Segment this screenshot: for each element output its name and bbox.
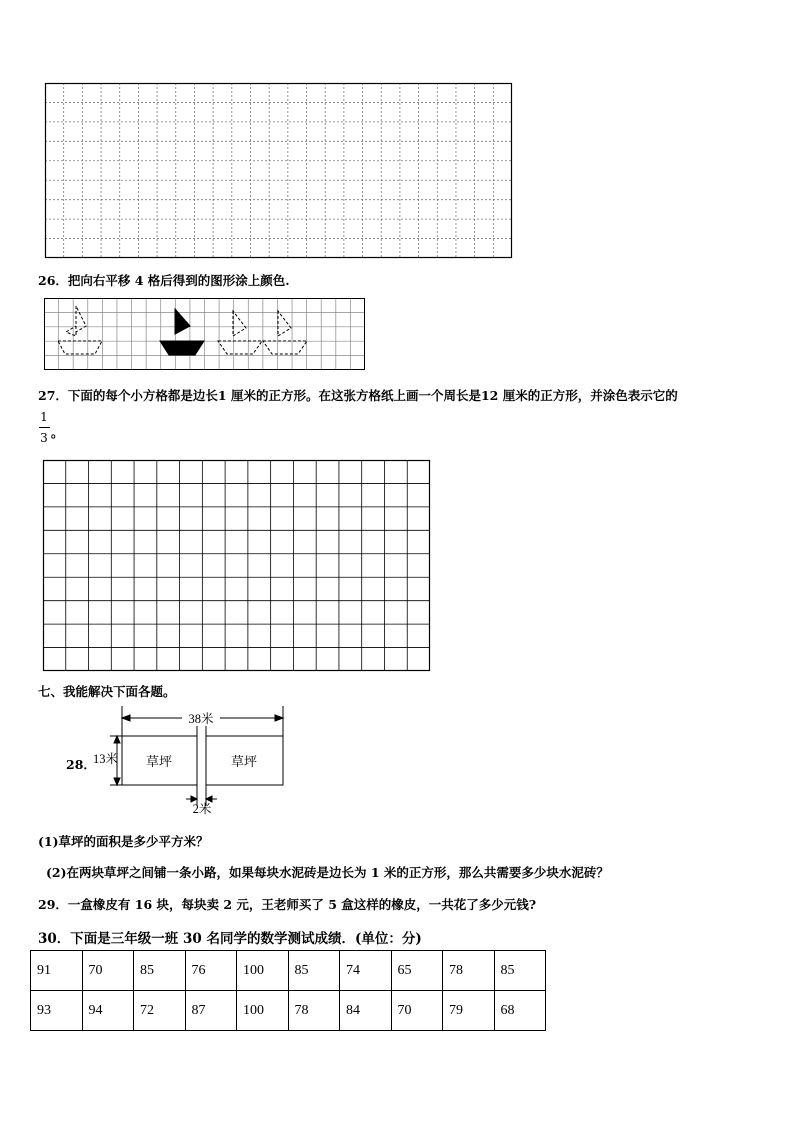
table-cell: 76 bbox=[185, 951, 237, 991]
table-row bbox=[31, 951, 546, 991]
question-number: 29． bbox=[38, 897, 68, 912]
question-number: 26． bbox=[38, 273, 68, 288]
table-cell: 85 bbox=[134, 951, 186, 991]
section-7-title: 七、我能解决下面各题。 bbox=[38, 684, 176, 699]
table-cell: 72 bbox=[134, 991, 186, 1031]
question-28-number: 28． bbox=[66, 757, 96, 772]
dashed-boat-1 bbox=[58, 306, 102, 354]
table-cell: 78 bbox=[443, 951, 495, 991]
boat-grid bbox=[44, 298, 365, 370]
scores-table bbox=[30, 950, 546, 1031]
height-label: 13米 bbox=[93, 752, 119, 766]
square-grid bbox=[43, 460, 430, 671]
table-cell: 100 bbox=[237, 951, 289, 991]
question-26 bbox=[38, 271, 290, 289]
table-cell: 84 bbox=[340, 991, 392, 1031]
question-30 bbox=[38, 927, 422, 947]
lawn-right-label: 草坪 bbox=[230, 754, 258, 769]
question-number: 30． bbox=[38, 931, 71, 947]
width-label: 38米 bbox=[188, 712, 214, 726]
dotted-grid-top bbox=[45, 83, 512, 258]
dashed-boat-2 bbox=[218, 311, 262, 354]
fraction-tail: 。 bbox=[51, 425, 64, 440]
question-number: 27． bbox=[38, 388, 68, 403]
table-cell: 74 bbox=[340, 951, 392, 991]
table-cell: 65 bbox=[391, 951, 443, 991]
fraction-denominator: 3 bbox=[40, 431, 48, 445]
lawn-left-label: 草坪 bbox=[145, 754, 173, 769]
fraction-numerator: 1 bbox=[40, 410, 48, 424]
table-cell: 93 bbox=[31, 991, 83, 1031]
table-cell: 85 bbox=[494, 951, 546, 991]
question-text: 下面的每个小方格都是边长1 厘米的正方形。在这张方格纸上画一个周长是12 厘米的正方形，并涂色表示它的 bbox=[67, 388, 678, 403]
table-cell: 70 bbox=[82, 951, 134, 991]
path-width-label: 2米 bbox=[192, 802, 212, 816]
solid-boat bbox=[160, 309, 204, 355]
table-cell: 70 bbox=[391, 991, 443, 1031]
table-cell: 85 bbox=[288, 951, 340, 991]
question-text: 把向右平移 4 格后得到的图形涂上颜色. bbox=[67, 273, 290, 288]
question-27 bbox=[38, 386, 678, 404]
question-29 bbox=[38, 895, 536, 913]
question-text: 一盒橡皮有 16 块，每块卖 2 元，王老师买了 5 盒这样的橡皮，一共花了多少元钱? bbox=[67, 897, 537, 912]
question-text: 下面是三年级一班 30 名同学的数学测试成绩．(单位：分) bbox=[70, 931, 422, 947]
table-cell: 100 bbox=[237, 991, 289, 1031]
table-cell: 68 bbox=[494, 991, 546, 1031]
fraction-bar bbox=[39, 427, 50, 428]
table-cell: 87 bbox=[185, 991, 237, 1031]
question-28-sub-2: (2)在两块草坪之间铺一条小路，如果每块水泥砖是边长为 1 米的正方形，那么共需要多少块水泥砖？ bbox=[46, 865, 609, 880]
question-28-sub-1: (1)草坪的面积是多少平方米？ bbox=[38, 834, 209, 849]
dashed-boat-3 bbox=[263, 311, 307, 354]
table-cell: 91 bbox=[31, 951, 83, 991]
table-cell: 94 bbox=[82, 991, 134, 1031]
table-row bbox=[31, 991, 546, 1031]
lawn-diagram bbox=[90, 706, 290, 816]
table-cell: 78 bbox=[288, 991, 340, 1031]
table-cell: 79 bbox=[443, 991, 495, 1031]
